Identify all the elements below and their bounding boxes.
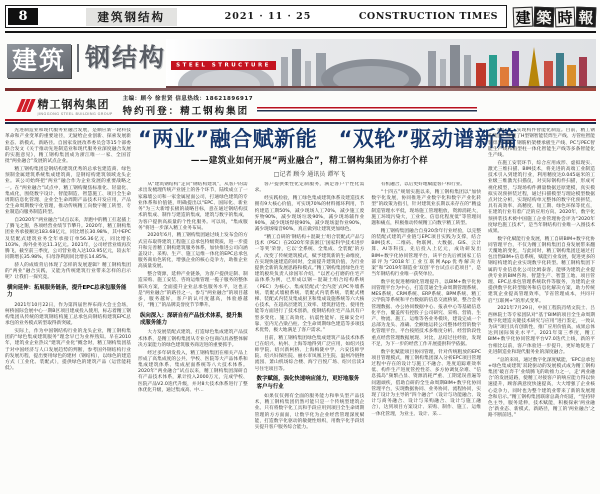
paragraph: “十四五”规划实施以来，精工钢构集团以“加快数字化发展，协同推进产业数字化和数字产业化转型”的政策为指引，针对建筑业长期以来存在的“精益制造管理水平低，现场施工管理粗放，资源消耗大，施工环境污染大，工业化、信息化程度低”等管理问题和痛点，积极推动传统精工向数字精工转型。 [371, 189, 481, 226]
paragraph: 数字化赋能项目协同管理，针对传统粗放的EPC项目管理模式，精工钢构集团深入分析EPC项目管理过程中存在的设计与施工不融合、进度追踪难效率低、构件生产进度管控性差、多方协调复杂难、“信息孤岛”频繁凸显、资源消耗严重、工期延误普遍等问题顽疾，借助自研的全生命周期BIM+数字化协同管理平台，实现数据协同、业务协同、流程协同，实现了设计为主导的“四个融合”（设计与功能融合、设计与商务融合、设计与采购融合、设计与施工融合），达到项目方案设计、采购、制作、施工、运维一体化管理，为业主、设计、采… [371, 349, 481, 417]
header-box [5, 5, 507, 28]
double-rule [5, 119, 596, 124]
brand-name: 精工钢构集团 [37, 97, 110, 111]
section-name: 建筑钢结构 [86, 8, 178, 26]
paper-logo-char: 築 [534, 6, 555, 27]
column-subheading: 数字赋能，强化快速响应能力，更好地服务客户与行业 [256, 376, 360, 390]
paragraph: 实际上，作为中国钢结构行业的龙头企业，精工钢构集团的“绿色集成建筑服务”理念早已为业界熟知。早在2010年，建筑业企业热议“建筑产业化”概念时，精工钢构集团基于对中国经济与人口发展趋势的判断，参考国外钢结构行业的发展历程，提出要用绿色的建材（钢结构），以绿色的建造方式（工业化、装配式），提供绿色的建筑产品（运营能耗低）。 [5, 328, 131, 372]
paragraph: 先进制造业和现代服务业融合发展，是顺应新一轮科技革命和产业变革的重要途径，无疑给企业创新、探索发展新业态、新模式、新路径。自国家发展改革委员会等15个部委联合发文《关于推动先进制造业和现代服务业深度融合发展的实施意见》，精工钢构集团成为浙江唯一一家、全国首批“两业融合”发展的试点企业。 [5, 128, 131, 165]
article-column-2 [138, 182, 248, 491]
sponsor-banner [5, 94, 596, 117]
center-columns [138, 182, 481, 491]
paragraph: 经实践检验，精工绿色集成建筑体系及建造技术拥有9大核心价值，可实现70%的材料循环利用，节约建造工期50%，减少现场人工70%，减少施工废弃物90%，减少现场垃圾90%，减少现场辅作业90%，减少现场焊接90%，减少现场湿作业90%，减少现场噪音90%，真正做到让建筑更加绿色。 [254, 196, 365, 233]
article-column-4 [371, 182, 481, 491]
paragraph: 2020年6月，精工钢构集团通过线上发布会的方式宣布取得建筑工程施工总承包特级资质，进一步提升和完善精工钢构建筑服务体系，加快推进公司向涵盖设计、采购、生产、施工运维一体化的EPC总承包服务商角色转化，增强企业的核心竞争力，助推企业高质量发展。 [138, 233, 248, 270]
paragraph: 2021年7月29日，中国工程院肖绪文院士、吕西林院士等专家团队对“基于BIM的项目全生命周期数字化建造关键技术研究与应用”进行鉴定，一致认为该“项目具有创新性，推广应用价值高，成果总体达到国际领先水平”。2021年第三季度，精工BIM+数字化协同管理平台V7.0迭代上线，新的平台相比以前，客户体验进一步提升，更好地促进了先进制造业和现代服务业的深度融合。 [488, 306, 595, 355]
paragraph: 精工钢构集团是钢结构建筑优秀的总承包建造商、绿色预制金属建筑系统集成建筑商，是钢结构建筑领域龙头企业。该公司始终把“两业”融合作为企业发展的重要战略之一。在“两业融合”试点中，精工钢构聚焦标准化、轻量化、集成化，围绕数字设计、智能制造、智慧施工、项目全生命周期信息化管理、企业全生命周期产品技术开发应用，产品全生命周期数字化管理，推动传统精工向数字精工转型、专业制造向服务制造转型。 [5, 166, 131, 216]
article-column-5 [488, 128, 595, 491]
page-number: 8 [8, 8, 38, 25]
article-byline: □记者 顾今 通讯员 谭军飞 [273, 171, 346, 179]
column-subheading: 横向延伸：拓展服务链条，提升EPC总承包服务能力 [7, 285, 127, 299]
paragraph: 客户提供柔性化定制服务，满足客户个性化需求。 [254, 182, 365, 194]
paragraph: 缺口……实现构件智能化制造。目前，精工钢构集团已建成了H型钢智能装焊生产线、方管柱智能装焊生产线、钢筋桁架楼承板生产线、PC与PEC智能生产线和箱型柱一体化智能生产线等多条智能化生产线。 [488, 128, 595, 158]
article-center-block [138, 127, 518, 491]
paragraph: 在施工安装环节，综合应用成形、虚拟现实、激光三维扫描、BIM技术，将先进的高端工业制造技术引入到建筑行业，利用精度达0.045毫米的工业级三维激光扫描仪，对实际钢构件扫描，形成可视化模型，与现场构件测量数据还原建模，真实模拟实况预拼装过程，通过扫描模型与理论模型数据点对比分析，实现结构单元整体的数字化预拼装，具有高效率、高精度、短工期、绿色环保等优点，在建筑行业有着广泛的应用方向。2020年，数字化预拼装技术被中国施工企业管理协会评为“2020年度绿色施工技术”，是当年钢结构行业唯一入围技术成果。 [488, 160, 595, 234]
masthead-title-part2: 钢结构 [85, 43, 167, 72]
article-column-1 [5, 128, 131, 491]
masthead-title-en: STEEL STRUCTURE [171, 61, 276, 70]
paragraph: 精工钢构集团融合自身20余年行业经验，以完整的装配式建筑产业链与EPC项目实践为支撑，结合BIM技术、二维码、物联网、大数据、GIS、云计算、AI等科技，先后投入上亿元，成功研发出BIM+数字化协同管理平台，该平台先后被国家工信部评为“2018年工业互联网App优秀解决方案”和“2019年制造业‘双创’平台试点示范项目”，是当年钢结构行业唯一获奖单位。 [371, 228, 481, 278]
paragraph: 从“建筑钢结构”走向“钢结构建筑”，从客户的需求出发梳理传统产业链上的各个环节，陆续成立了一家幕墙公司和一家金属屋面公司，打通绿色建筑的专业体系和价值链，明确提出以“EPC、国际化、新业务”为三大新增长极的战略目标，意在通过钢结构技术的集成、制作与建造的集成，建筑与数字的集成，为客户提供高质量的个性化服务。可以说，“集成服务”将进一步深入精工业务布局。 [138, 182, 248, 231]
paragraph: 大力发展装配式建筑，打造绿色集成建筑产品技术体系，是精工钢构集团从专业分包商向具备整体解决方案能力的绿色建筑服务商迈进的重要抓手。 [138, 330, 248, 348]
issue-date: 2021 · 11 · 25 [224, 11, 312, 22]
masthead-base-strip [5, 88, 596, 91]
editors-line: 主编：顾今 徐世贤 信息热线：18621896917 [122, 95, 254, 102]
article-headline: “两业”融合赋新能 “双轮”驱动谱新篇 [138, 127, 518, 152]
column-subheading: 纵向深入：深研自有产品技术体系，提升集成服务能力 [140, 312, 243, 327]
paper-logo-char: 建 [513, 6, 534, 27]
decorative-stripes [257, 107, 477, 114]
masthead-title-part1: 建筑 [7, 44, 71, 78]
header-rule [5, 31, 596, 34]
paragraph: “总的来说，通过数字化深度赋能，‘EPC总承包+绿色集成建筑’双轮驱动的发展模式成为精工钢构集团‘破百奔千’业绩腾飞的助推力之一，走‘两业融合’的发展道路，使精工对接客户的响应能力得以快速提升，顾客满意度快速提高，大大增强了企业核心竞争力，同时也为整个建筑业带来了新的发展理念和启示。”精工钢构集团联席总裁介绍道，“坚持特色主导，服务延伸，技术赋能，积极探索‘两业融合’新业态、新模式、新路径，精工的‘两业融合’之路不断前进。” [488, 357, 595, 419]
paragraph: 骄人的成绩背后体现了怎样的发展逻辑？精工钢构集团的“两业”融合实践，又能为传统建筑行业带来怎样的启示呢？让我们一探究竟。 [5, 262, 131, 281]
paragraph: 数字化赋能行业发展，精工自研BIM+数字化协同管理平台，不仅为精工钢构集团自身发展带来翻天覆地的变化，与此同时，精工钢构集团还通过打包出售BIM+信息系统，赋能行业发展，促进更多的钢结构建筑企业实现数字化转型。精工钢构集团下属的专业信息化公司比姆泰客，能够为建筑企业提供专业的BIM咨询、智慧生产、智慧工地、项目管理、EPC总承包管理系统软件等服务，为建筑企业提供数字化转型服务和信息化解决方案，助力传统建筑企业提高管理效率，节省管理成本，共同开启“互联网+”的形式变革。 [488, 236, 595, 304]
article-body [5, 128, 596, 491]
paragraph: 有机融合，以后更好地赋能客户和行业。 [380, 182, 466, 188]
paragraph: 数字化促进精细化管理提升，以BIM+数字化协同管理平台为中心，打造贯通全生命周期管理系统、MES系统、CRM系统、ERP系统、BPM系统、精工云学院等系统和平台数据的信息交流桥梁，整合会务管理数据、办公协同数据中心、报表中心等基础信息化平台，覆盖所有控股子公司研究、采购、营销、生产、物流、施工、运维等各业务模块，建设完成一个总部为龙头、准确、全额地运转公司整体经营的数字化管理平台，平台按照技术多维度分析、经营阶段性重点经营管理数据展现、对比，总结过往经验，发现不足，为下一步的经营工作开展提供科学依据。 [371, 279, 481, 347]
paper-logo [513, 5, 596, 28]
paragraph: 自2020年“两业融合”试点以来，奔跑中的精工扛起插上了腾飞之翅，各项经营业绩节节攀升。2020年，精工钢构集团业务承接额达183.68亿元，同比增长30.98%，其中EPC及装配式建筑业务全年承接订单56.36亿元，同比增长103%，海外业务达11.3亿元。2021年，公司经营业绩再次腾飞，截至前三季度，公司营业收入达103.95亿元，较去年同期增长35.98%，归母净利润同比增长14.85%。 [5, 218, 131, 261]
article-column-3 [255, 182, 365, 491]
paragraph: 经过多年研发投入，精工钢构集团在相关产品上形成了高集成度的公共、学校、医院等大产品体系和集成建筑体系、集成屋面系统等八大技术体系。2020年“两业融合”试点以来，精工钢构集团深研自有产品技术体系，累计投入2000万元，完成学校、医院产品V2.0迭代升级，并对8大技术体系进行了整体优化升级，通过集成高、中… [138, 350, 248, 393]
edition-title-en: CONSTRUCTION TIMES [358, 11, 498, 22]
jinggong-brand [5, 96, 113, 116]
paragraph: 2021年10月22日，作为第四届世界布商大会主会场，柯桥国际会展中心一期B区项目建成投入使用，标志着精工钢构集团从传统的建筑钢结构施工总承包向钢结构建筑EPC总承包的业务模式转型取得新突破。 [5, 302, 131, 327]
paragraph: “精工自研的‘钢结构＋混凝土’组合装配式产品与技术（PSC）在2020年荣获浙江‘国家科学技术进步一等奖’荣誉，它以‘全系统、全集成、全装配’的方式，改变了传统建筑模式，赋予建筑新的生命维度，在实现快速建造的同时，全面提升建筑价值，为行业提供全新的发展思路和模式。”精工钢构集团绿色住宅建筑板块负责人徐国军介绍，“以匠心打磨的住宅产品体系为例，已形成以钢－混凝土组合结构系统（PEC）为核心、集成装配式‘全内浇’式PC外墙系统、装配式墙板系统、装配式内装系统、装配式楼梯、装配式内装及集成厨卫和集成设施系统等六大核心技术，在超高层建筑工效率、建筑舒适性、使用性能等方面进行了技术创新，使钢结构住宅产品具有户型多变化、施工高效化、抗震性能好、连廊安全可靠、室内无凸梁凸柱、全生命周期绿色建造等多项技术优势，极大地满足了客户需求。” [254, 234, 365, 333]
page-header [5, 5, 596, 28]
paper-logo-char: 報 [576, 6, 597, 27]
jinggong-slash-icon [19, 99, 33, 112]
paper-logo-char: 時 [555, 6, 576, 27]
masthead [5, 39, 596, 91]
paragraph: 整合资源，延伸产业链条，为客户提供定制、制造采购、施工安装、咨询运维管理一揽子服务的整体解决方案，全面提升企业总承包服务水平，这也正是“两业融合”的路径之一。参与“两业融合”的项目越多，服务越好，客户的认可度越高，体验感越好，“精工”的品牌美誉度节节攀升。 [138, 272, 248, 309]
paragraph: 如果仅仅拥有全面的服务能力和拳头型产品技术，精工钢构集团仍然可能只是一个传统型建筑企业。只有将数字化工具和手段应用到项目全生命周期管理的方方面面，让数字化为企业经营管理深度赋能，打造数字化驱动的敏捷性组织，用数字化手段切实提升客户服务综合能力。 [254, 393, 365, 430]
special-feature-line: 特约刊登：精工钢构集团 [122, 106, 250, 118]
article-subheadline: ——建筑业如何开展“两业融合”，精工钢构集团为你打个样 [190, 156, 429, 167]
paragraph: 目前，精工钢构集团绿色集成建筑产品技术体系已在绍兴、杭州、上海等地得到广泛应用，如绍兴技师学院、绍兴新柯桥、上海梅陇中学、六安技师学院、绍兴妇保医院、丽水市凤凰卫生院、温州冷链物流园、萧山机场综合楼、海宁百悦广场、绍兴官渎3号住宅项目等。 [254, 335, 365, 372]
brand-name-en: JINGGONG STEEL BUILDING GROUP [37, 111, 113, 116]
masthead-logo [7, 44, 276, 78]
